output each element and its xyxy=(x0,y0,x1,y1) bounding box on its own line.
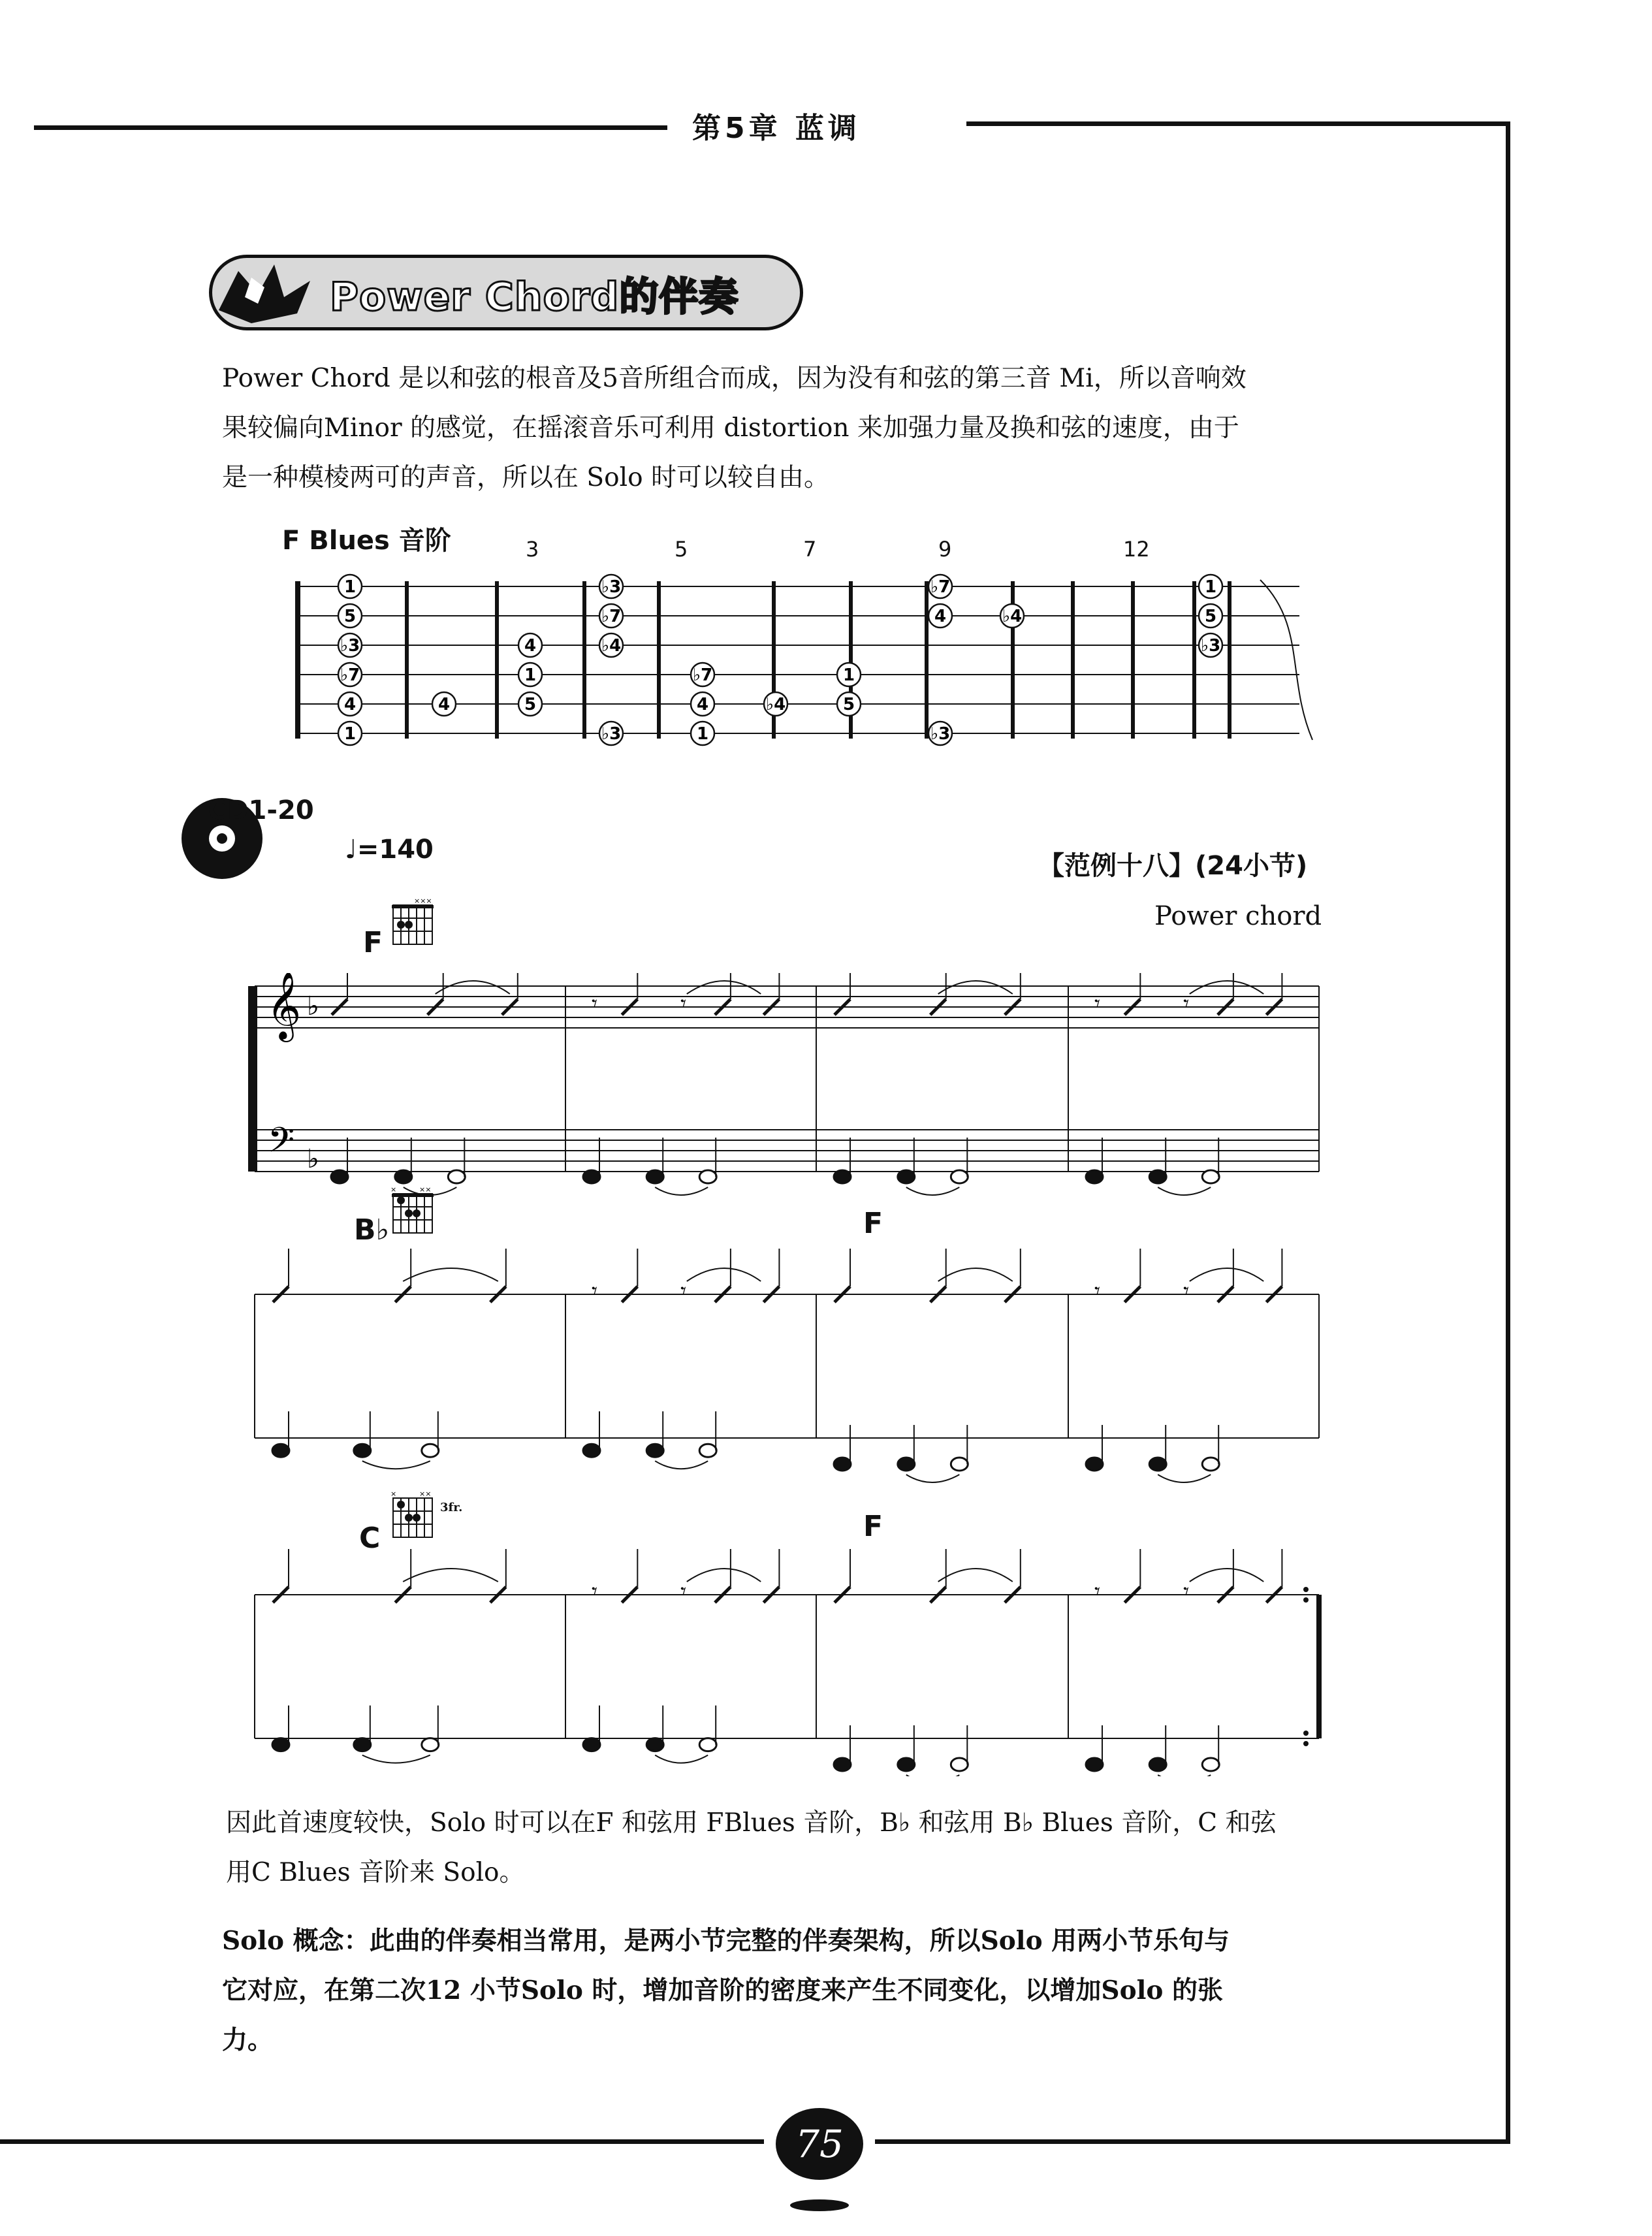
bass-note xyxy=(1149,1170,1166,1183)
svg-text:♭3: ♭3 xyxy=(340,636,360,656)
bass-note xyxy=(272,1444,289,1457)
svg-text:5: 5 xyxy=(1204,607,1217,626)
svg-text:4: 4 xyxy=(524,636,537,656)
tie xyxy=(687,981,761,994)
tie xyxy=(1190,981,1263,994)
key-signature-flat: ♭ xyxy=(307,991,319,1021)
svg-text:××: ×× xyxy=(419,1492,432,1498)
bass-note xyxy=(1202,1458,1219,1471)
scale-note xyxy=(1199,575,1222,598)
bass-note xyxy=(395,1170,412,1183)
chord-name: C xyxy=(359,1522,381,1555)
svg-text:5: 5 xyxy=(343,607,357,626)
bass-note xyxy=(583,1738,600,1751)
scale-title: F Blues 音阶 xyxy=(282,526,451,556)
svg-text:××: ×× xyxy=(419,1187,432,1194)
section-title: Power Chord的伴奏 xyxy=(330,274,739,320)
fret-number: 7 xyxy=(803,537,817,562)
eighth-rest: 𝄾 xyxy=(1094,1278,1101,1304)
tie xyxy=(1190,1569,1263,1582)
scale-note xyxy=(518,663,542,686)
svg-text:♭3: ♭3 xyxy=(1200,636,1221,656)
nut xyxy=(295,581,300,739)
chord-name: F xyxy=(363,926,383,959)
tie xyxy=(687,1569,761,1582)
tie xyxy=(906,1475,960,1482)
svg-text:♭3: ♭3 xyxy=(930,724,951,744)
bass-note xyxy=(699,1444,716,1457)
fret-wire xyxy=(582,581,586,739)
style-label: Power chord xyxy=(1154,901,1322,931)
bass-note xyxy=(1202,1758,1219,1771)
svg-text:×××: ××× xyxy=(414,899,432,905)
fret-number: 9 xyxy=(938,537,952,562)
eighth-rest: 𝄾 xyxy=(1183,1578,1190,1605)
scale-note xyxy=(837,663,861,686)
tie xyxy=(403,1268,498,1281)
scale-note xyxy=(599,722,623,745)
end-repeat-dot xyxy=(1303,1741,1309,1746)
tie xyxy=(1190,1268,1263,1281)
svg-text:1: 1 xyxy=(1204,577,1217,597)
chord-name: B♭ xyxy=(354,1213,390,1247)
bass-note xyxy=(1149,1758,1166,1771)
tie xyxy=(655,1187,708,1195)
scale-note xyxy=(599,575,623,598)
svg-text:4: 4 xyxy=(934,607,947,626)
page-frame-right xyxy=(1506,121,1510,2094)
tie xyxy=(938,1268,1013,1281)
scale-note-open xyxy=(338,663,362,686)
bass-note xyxy=(951,1170,968,1183)
svg-text:×: × xyxy=(390,1187,397,1194)
end-repeat-dot xyxy=(1303,1597,1309,1603)
scale-note-open xyxy=(338,692,362,716)
guitarist-icon xyxy=(212,258,336,327)
svg-text:♭3: ♭3 xyxy=(601,577,622,597)
svg-text:♭7: ♭7 xyxy=(692,665,713,685)
bass-note xyxy=(951,1758,968,1771)
svg-text:♭4: ♭4 xyxy=(1002,607,1023,626)
bass-note xyxy=(1086,1758,1103,1771)
fret-position-marker: 3fr. xyxy=(440,1501,463,1514)
tie xyxy=(362,1461,430,1469)
svg-text:5: 5 xyxy=(842,695,855,714)
tie xyxy=(1158,1187,1211,1195)
svg-text:×: × xyxy=(390,1492,397,1498)
eighth-rest: 𝄾 xyxy=(592,1578,598,1605)
bass-clef: 𝄢 xyxy=(268,1121,295,1169)
svg-text:4: 4 xyxy=(696,695,709,714)
chord-name: F xyxy=(863,1510,883,1543)
tie xyxy=(655,1461,708,1469)
intro-line-2: 果较偏向Minor 的感觉，在摇滚音乐可利用 distortion 来加强力量及换和弦的速度，由于 xyxy=(222,413,1239,443)
tie xyxy=(938,981,1013,994)
chord-name: F xyxy=(863,1207,883,1240)
solo-concept-line-2: 它对应，在第二次12 小节Solo 时，增加音阶的密度来产生不同变化，以增加Solo 的张 xyxy=(222,1975,1224,2005)
scale-note xyxy=(691,722,714,745)
scale-note xyxy=(764,692,787,716)
fret-wire xyxy=(1131,581,1135,739)
svg-text:♭4: ♭4 xyxy=(765,695,786,714)
tie xyxy=(404,1187,457,1195)
fret-wire xyxy=(1192,581,1196,739)
footer-rule-right xyxy=(875,2139,1510,2144)
treble-clef: 𝄞 xyxy=(266,973,302,1040)
bass-note xyxy=(646,1444,663,1457)
tempo-marking: ♩=140 xyxy=(345,835,434,865)
bass-note xyxy=(951,1458,968,1471)
svg-text:1: 1 xyxy=(343,577,357,597)
scale-note xyxy=(929,575,952,598)
bass-note xyxy=(354,1444,371,1457)
tie xyxy=(906,1775,960,1776)
scale-note xyxy=(599,604,623,628)
bass-note xyxy=(422,1444,439,1457)
fret-wire xyxy=(495,581,499,739)
eighth-rest: 𝄾 xyxy=(1183,991,1190,1017)
solo-concept-line-1: Solo 概念：此曲的伴奏相当常用，是两小节完整的伴奏架构，所以Solo 用两小节乐句与 xyxy=(222,1926,1230,1956)
header-rule-right xyxy=(966,121,1510,126)
note-line-1: 因此首速度较快，Solo 时可以在F 和弦用 FBlues 音阶，B♭ 和弦用 B♭ Blues 音阶，C 和弦 xyxy=(226,1808,1277,1838)
tie xyxy=(938,1569,1013,1582)
scale-note-open xyxy=(338,633,362,657)
scale-note xyxy=(929,722,952,745)
tie xyxy=(436,981,510,994)
fret-number: 5 xyxy=(675,537,688,562)
page-number: 75 xyxy=(776,2108,863,2180)
bass-note xyxy=(583,1170,600,1183)
scale-note xyxy=(1000,604,1024,628)
tie xyxy=(906,1187,960,1195)
bass-note xyxy=(898,1170,915,1183)
example-title: 【范例十八】(24小节) xyxy=(1038,851,1308,881)
bass-note xyxy=(354,1738,371,1751)
bass-note xyxy=(272,1738,289,1751)
key-signature-flat: ♭ xyxy=(307,1144,319,1174)
bass-note xyxy=(699,1738,716,1751)
svg-text:♭4: ♭4 xyxy=(601,636,622,656)
fret-wire xyxy=(657,581,661,739)
svg-text:♭3: ♭3 xyxy=(601,724,622,744)
eighth-rest: 𝄾 xyxy=(1094,1578,1101,1605)
svg-text:5: 5 xyxy=(524,695,537,714)
svg-text:♭7: ♭7 xyxy=(601,607,622,626)
scale-note-open xyxy=(338,604,362,628)
fret-wire xyxy=(1071,581,1075,739)
bass-note xyxy=(1149,1458,1166,1471)
eighth-rest: 𝄾 xyxy=(592,991,598,1017)
scale-note xyxy=(518,633,542,657)
scale-note xyxy=(691,692,714,716)
page-frame-corner xyxy=(1506,2094,1510,2144)
section-banner xyxy=(209,255,803,330)
end-repeat-dot xyxy=(1303,1587,1309,1592)
tie xyxy=(1158,1775,1211,1776)
chord-diagram-f xyxy=(390,899,443,951)
bass-note xyxy=(1202,1170,1219,1183)
intro-line-3: 是一种模棱两可的声音，所以在 Solo 时可以较自由。 xyxy=(222,463,829,492)
fret-number: 12 xyxy=(1123,537,1150,562)
bass-note xyxy=(699,1170,716,1183)
end-repeat-dot xyxy=(1303,1731,1309,1736)
scale-note xyxy=(837,692,861,716)
svg-text:1: 1 xyxy=(696,724,709,744)
svg-text:4: 4 xyxy=(343,695,357,714)
bass-note xyxy=(834,1170,851,1183)
bass-note xyxy=(1086,1458,1103,1471)
svg-text:1: 1 xyxy=(524,665,537,685)
fretboard-diagram xyxy=(287,568,1319,764)
solo-concept-line-3: 力。 xyxy=(222,2025,274,2055)
bass-note xyxy=(834,1758,851,1771)
scale-note xyxy=(1199,633,1222,657)
fret-wire xyxy=(1228,581,1231,739)
bass-note xyxy=(646,1738,663,1751)
music-score xyxy=(248,973,1332,1776)
fret-wire xyxy=(405,581,409,739)
scale-note xyxy=(691,663,714,686)
scale-note xyxy=(929,604,952,628)
tie xyxy=(1158,1475,1211,1482)
eighth-rest: 𝄾 xyxy=(680,991,687,1017)
svg-text:♭7: ♭7 xyxy=(340,665,360,685)
tie xyxy=(687,1268,761,1281)
eighth-rest: 𝄾 xyxy=(1094,991,1101,1017)
svg-text:4: 4 xyxy=(437,695,451,714)
eighth-rest: 𝄾 xyxy=(680,1578,687,1605)
page-number-base xyxy=(790,2199,849,2211)
fret-number: 3 xyxy=(526,537,539,562)
eighth-rest: 𝄾 xyxy=(680,1278,687,1304)
intro-line-1: Power Chord 是以和弦的根音及5音所组合而成，因为没有和弦的第三音 Mi，所以音响效 xyxy=(222,364,1247,393)
eighth-rest: 𝄾 xyxy=(1183,1278,1190,1304)
bass-note xyxy=(331,1170,348,1183)
svg-text:1: 1 xyxy=(343,724,357,744)
note-line-2: 用C Blues 音阶来 Solo。 xyxy=(226,1858,525,1887)
scale-note xyxy=(518,692,542,716)
tie xyxy=(655,1755,708,1763)
bass-note xyxy=(1086,1170,1103,1183)
fretboard-break xyxy=(1260,580,1312,740)
bass-note xyxy=(898,1458,915,1471)
chapter-title: 第5章 蓝调 xyxy=(692,112,861,145)
header-rule-left xyxy=(34,125,667,130)
svg-text:♭7: ♭7 xyxy=(930,577,951,597)
fret-wire xyxy=(925,581,929,739)
bass-note xyxy=(422,1738,439,1751)
scale-note-open xyxy=(338,575,362,598)
scale-note xyxy=(432,692,456,716)
scale-note xyxy=(599,633,623,657)
scale-note xyxy=(1199,604,1222,628)
bass-note xyxy=(448,1170,465,1183)
footer-rule-left xyxy=(0,2139,764,2144)
bass-note xyxy=(583,1444,600,1457)
tie xyxy=(362,1755,430,1763)
scale-note-open xyxy=(338,722,362,745)
eighth-rest: 𝄾 xyxy=(592,1278,598,1304)
tie xyxy=(403,1569,498,1582)
bass-note xyxy=(646,1170,663,1183)
svg-text:1: 1 xyxy=(842,665,855,685)
bass-note xyxy=(898,1758,915,1771)
track-label: CD1-20 xyxy=(208,795,314,825)
bass-note xyxy=(834,1458,851,1471)
